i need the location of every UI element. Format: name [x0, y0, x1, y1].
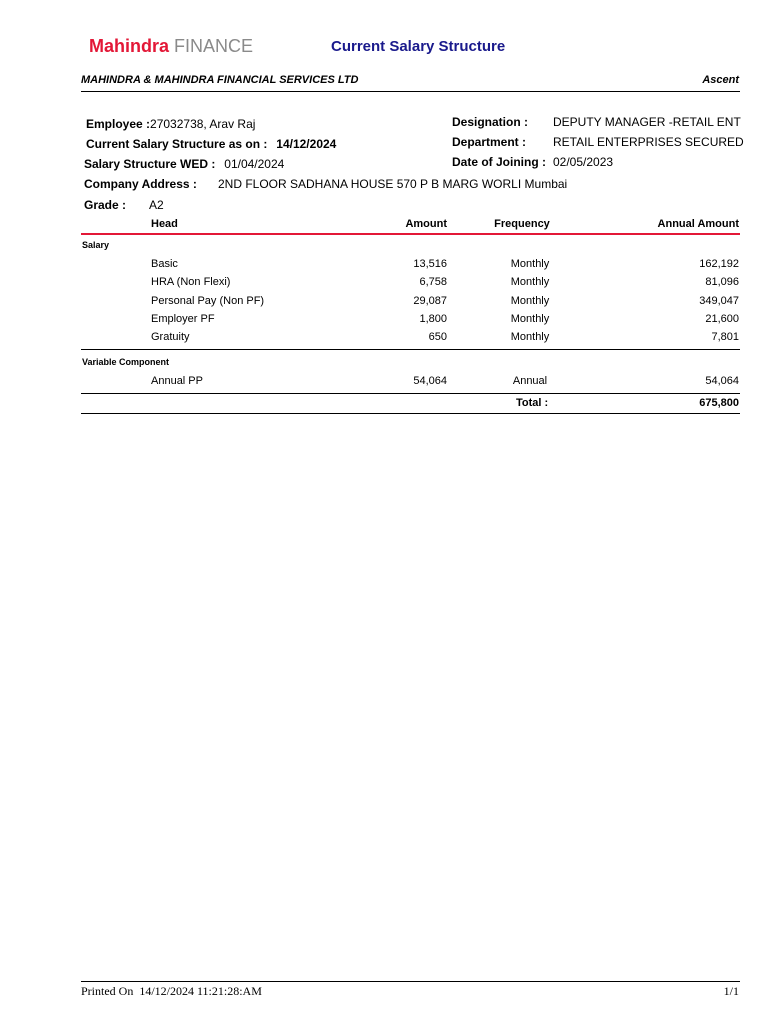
printed-on: Printed On 14/12/2024 11:21:28:AM [81, 984, 262, 998]
total-label: Total : [516, 397, 549, 409]
total-top-divider [81, 393, 740, 394]
column-header-annual-amount: Annual Amount [657, 218, 739, 230]
logo-brand: Mahindra [89, 36, 170, 56]
footer-divider [81, 981, 740, 982]
row-annual-amount: 21,600 [705, 313, 739, 325]
row-head: HRA (Non Flexi) [151, 276, 231, 288]
row-amount: 650 [428, 331, 447, 343]
row-annual-amount: 162,192 [699, 258, 739, 270]
row-head: Annual PP [151, 375, 203, 387]
page-number: 1/1 [723, 984, 739, 998]
grade-label: Grade : [84, 198, 127, 212]
total-value: 675,800 [699, 397, 739, 409]
address-value: 2ND FLOOR SADHANA HOUSE 570 P B MARG WORLI Mumbai [218, 177, 568, 191]
row-amount: 6,758 [419, 276, 447, 288]
logo-suffix: FINANCE [174, 36, 254, 56]
column-header-amount: Amount [405, 218, 447, 230]
row-frequency: Monthly [510, 295, 550, 307]
row-head: Basic [151, 258, 178, 270]
address-label: Company Address : [84, 177, 197, 191]
company-logo [89, 36, 253, 56]
department-label: Department : [452, 135, 527, 149]
row-head: Employer PF [151, 313, 215, 325]
section-variable-component: Variable Component [82, 357, 170, 367]
row-head: Personal Pay (Non PF) [151, 295, 265, 307]
row-frequency: Monthly [510, 313, 550, 325]
doj-value: 02/05/2023 [553, 155, 614, 169]
section-divider [81, 349, 740, 350]
row-amount: 54,064 [413, 375, 447, 387]
row-annual-amount: 81,096 [705, 276, 739, 288]
page-title: Current Salary Structure [331, 38, 506, 55]
section-salary: Salary [82, 240, 110, 250]
employee-value: 27032738, Arav Raj [150, 117, 256, 131]
structure-date-label: Current Salary Structure as on : [86, 137, 268, 151]
column-header-frequency: Frequency [494, 218, 550, 230]
grade-value: A2 [149, 198, 164, 212]
employee-label: Employee : [86, 117, 151, 131]
row-head: Gratuity [151, 331, 190, 343]
row-frequency: Monthly [510, 331, 550, 343]
wed-label: Salary Structure WED : [84, 157, 216, 171]
company-name: MAHINDRA & MAHINDRA FINANCIAL SERVICES LTD [81, 74, 359, 86]
system-name: Ascent [702, 74, 739, 86]
total-bottom-divider [81, 413, 740, 414]
column-header-head: Head [151, 218, 178, 230]
department-value: RETAIL ENTERPRISES SECURED [553, 135, 744, 149]
row-annual-amount: 349,047 [699, 295, 739, 307]
header-divider [81, 91, 740, 92]
wed-field [84, 155, 284, 173]
employee-field [86, 115, 255, 133]
row-amount: 1,800 [419, 313, 447, 325]
row-annual-amount: 54,064 [705, 375, 739, 387]
doj-label: Date of Joining : [452, 155, 546, 169]
structure-date-value: 14/12/2024 [276, 137, 337, 151]
designation-value: DEPUTY MANAGER -RETAIL ENT [553, 115, 741, 129]
wed-value: 01/04/2024 [224, 157, 285, 171]
table-header-divider [81, 233, 740, 235]
row-frequency: Monthly [510, 258, 550, 270]
row-annual-amount: 7,801 [711, 331, 739, 343]
structure-date-field [86, 135, 336, 153]
row-amount: 13,516 [413, 258, 447, 270]
row-frequency: Annual [512, 375, 548, 387]
row-amount: 29,087 [413, 295, 447, 307]
designation-label: Designation : [452, 115, 529, 129]
row-frequency: Monthly [510, 276, 550, 288]
